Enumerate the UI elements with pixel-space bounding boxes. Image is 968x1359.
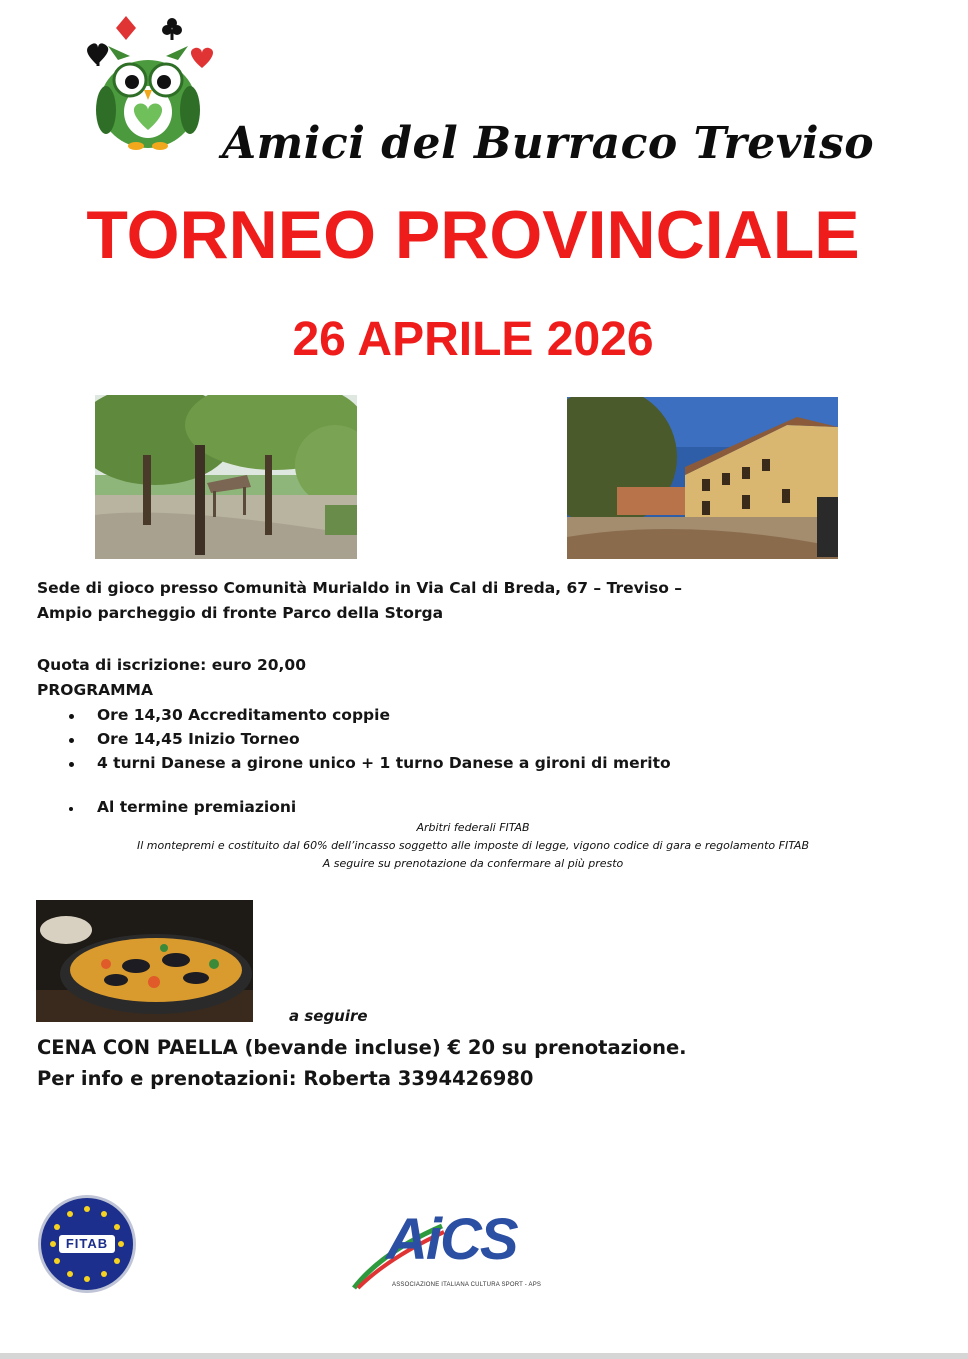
park-photo <box>95 395 357 559</box>
venue-line-1: Sede di gioco presso Comunità Murialdo in Via Cal di Breda, 67 – Treviso – <box>37 579 683 597</box>
dinner-intro: a seguire <box>289 1007 368 1025</box>
venue-line-2: Ampio parcheggio di fronte Parco della Storga <box>37 604 444 622</box>
program-item: Ore 14,30 Accreditamento coppie <box>97 706 390 724</box>
bullet-icon <box>69 738 74 743</box>
fitab-logo <box>37 1194 137 1294</box>
aics-text: AiCS <box>386 1207 517 1272</box>
contact-line: Per info e prenotazioni: Roberta 3394426980 <box>37 1067 534 1090</box>
referees-note: Arbitri federali FITAB <box>416 821 530 834</box>
paella-photo <box>36 900 253 1022</box>
dinner-line: CENA CON PAELLA (bevande incluse) € 20 su prenotazione. <box>37 1036 687 1059</box>
aics-logo <box>352 1207 542 1296</box>
bullet-icon <box>69 714 74 719</box>
fitab-text: FITAB <box>65 1236 109 1251</box>
program-heading: PROGRAMMA <box>37 681 153 699</box>
bullet-icon <box>69 762 74 767</box>
bullet-icon <box>69 807 73 811</box>
owl-with-card-suits-logo <box>78 12 218 164</box>
club-name: Amici del Burraco Treviso <box>222 118 875 169</box>
program-item: 4 turni Danese a girone unico + 1 turno Danese a gironi di merito <box>97 754 671 772</box>
prize-note: Il montepremi e costituito dal 60% dell’incasso soggetto alle imposte di legge, vigono codice di gara e regolamento FITAB <box>136 839 809 852</box>
aics-subtitle: ASSOCIAZIONE ITALIANA CULTURA SPORT - APS <box>392 1282 542 1288</box>
event-title: TORNEO PROVINCIALE <box>86 197 860 273</box>
page-bottom-rule <box>0 1353 968 1359</box>
booking-note: A seguire su prenotazione da confermare al più presto <box>322 857 624 870</box>
building-photo <box>567 397 838 559</box>
entry-fee: Quota di iscrizione: euro 20,00 <box>37 656 307 674</box>
event-date: 26 APRILE 2026 <box>292 313 654 366</box>
program-item: Ore 14,45 Inizio Torneo <box>97 730 300 748</box>
program-item: Al termine premiazioni <box>97 798 297 816</box>
